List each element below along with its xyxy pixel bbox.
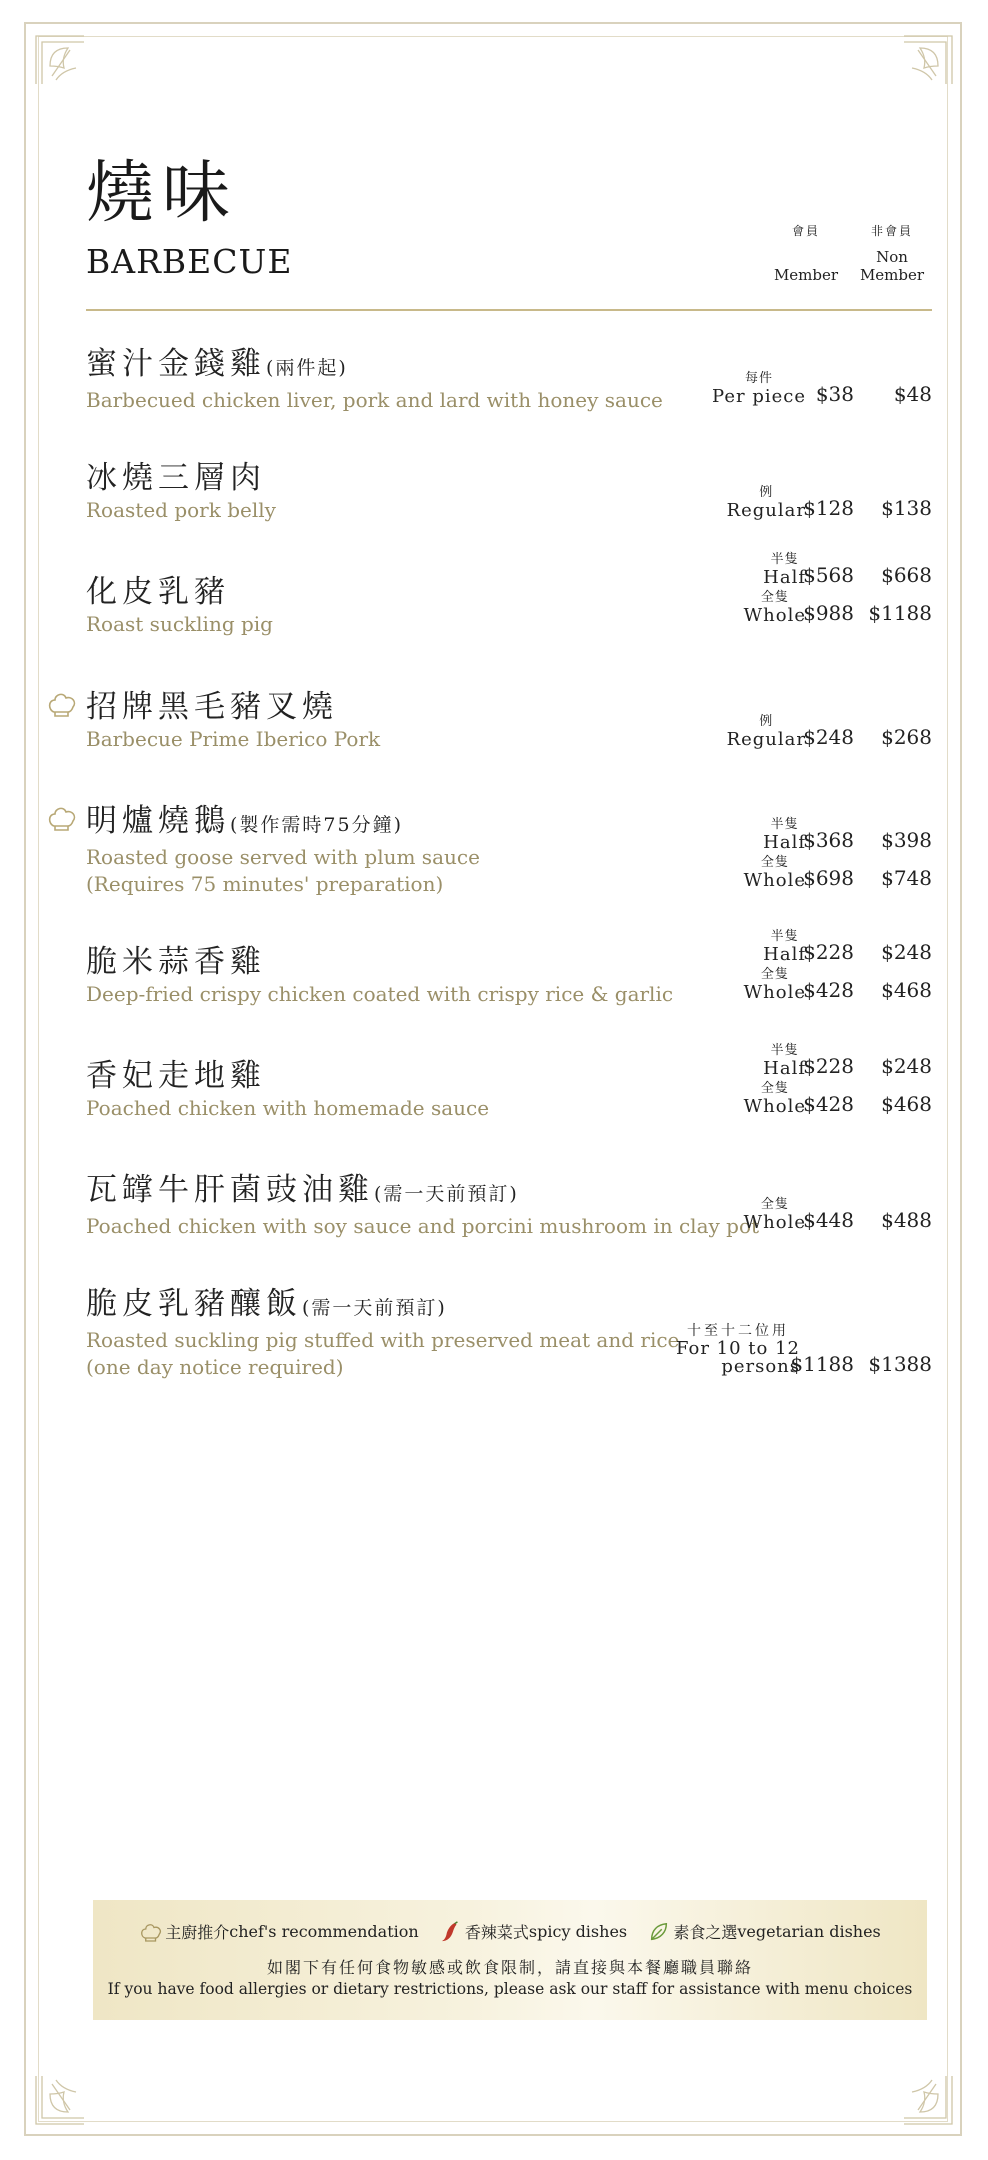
non-member-price: $468	[881, 1092, 932, 1116]
item-name-zh: 冰燒三層肉	[86, 460, 266, 496]
item-name-zh: 蜜汁金錢雞(兩件起)	[86, 346, 348, 382]
item-name-zh: 瓦罉牛肝菌豉油雞(需一天前預訂)	[86, 1172, 519, 1208]
member-price: $38	[815, 382, 854, 406]
allergy-notice-zh: 如閣下有任何食物敏感或飲食限制，請直接與本餐廳職員聯絡	[266, 1958, 753, 1977]
menu-item-roast-suckling-pig	[86, 552, 932, 638]
menu-item-iberico-pork	[86, 688, 932, 753]
price-row	[652, 713, 932, 753]
item-description: Barbecue Prime Iberico Pork	[86, 727, 381, 751]
member-price: $568	[803, 563, 854, 587]
legend-row	[93, 1920, 927, 1943]
price-unit: 半隻 Half	[763, 552, 806, 588]
non-member-price: $138	[881, 496, 932, 520]
member-price: $428	[803, 1092, 854, 1116]
corner-ornament-icon	[26, 24, 96, 94]
corner-ornament-icon	[892, 24, 962, 94]
price-unit: 半隻 Half	[763, 1043, 806, 1079]
member-column-header	[766, 222, 846, 284]
non-member-price: $488	[881, 1208, 932, 1232]
legend-spicy-en: spicy dishes	[528, 1922, 628, 1941]
price-unit: 全隻 Whole	[743, 967, 806, 1003]
menu-item-honey-chicken-liver	[86, 345, 932, 414]
price-row-whole	[652, 1080, 932, 1120]
non-member-price: $668	[881, 563, 932, 587]
member-price: $698	[803, 866, 854, 890]
menu-header	[86, 154, 932, 310]
nonmember-column-header	[852, 222, 932, 284]
item-note-zh: (需一天前預訂)	[374, 1183, 519, 1205]
price-unit: 半隻 Half	[763, 929, 806, 965]
menu-item-poached-chicken	[86, 1043, 932, 1122]
menu-item-crispy-garlic-chicken	[86, 929, 932, 1008]
non-member-price: $1388	[868, 1352, 932, 1376]
price-unit: 全隻 Whole	[743, 590, 806, 626]
item-description: Roasted goose served with plum sauce	[86, 845, 480, 869]
menu-item-clay-pot-soy-chicken	[86, 1171, 932, 1240]
item-description: Deep-fried crispy chicken coated with crispy rice & garlic	[86, 982, 674, 1006]
nonmember-label-en-2: Member	[859, 266, 925, 284]
member-price: $448	[803, 1208, 854, 1232]
menu-footer-legend	[93, 1900, 927, 2020]
corner-ornament-icon	[892, 2066, 962, 2136]
item-description: Roasted suckling pig stuffed with preserved meat and rice	[86, 1328, 680, 1352]
price-unit: 例 Regular	[726, 714, 806, 750]
non-member-price: $248	[881, 940, 932, 964]
item-name-zh: 脆皮乳豬釀飯(需一天前預訂)	[86, 1286, 447, 1322]
menu-item-roasted-goose	[86, 802, 932, 898]
member-price: $228	[803, 1054, 854, 1078]
price-row	[612, 1320, 932, 1380]
legend-chef-en: chef's recommendation	[229, 1922, 419, 1941]
item-description-note: (Requires 75 minutes' preparation)	[86, 872, 444, 896]
item-note-zh: (兩件起)	[266, 357, 348, 379]
legend-spicy-zh: 香辣菜式	[464, 1923, 529, 1942]
non-member-price: $1188	[868, 601, 932, 625]
item-description: Poached chicken with soy sauce and porcini mushroom in clay pot	[86, 1214, 760, 1238]
price-unit: 全隻 Whole	[743, 1081, 806, 1117]
menu-item-roasted-pork-belly	[86, 459, 932, 524]
legend-veg-zh: 素食之選	[673, 1923, 738, 1942]
price-unit: 十至十二位用 For 10 to 12 persons	[676, 1323, 800, 1377]
price-row-half	[652, 551, 932, 591]
menu-item-suckling-pig-rice	[86, 1285, 932, 1381]
price-unit: 半隻 Half	[763, 817, 806, 853]
non-member-price: $268	[881, 725, 932, 749]
chef-hat-icon	[46, 804, 78, 832]
price-row-whole	[652, 854, 932, 894]
price-unit: 全隻 Whole	[743, 1197, 806, 1233]
legend-chef-zh: 主廚推介	[165, 1923, 230, 1942]
non-member-price: $468	[881, 978, 932, 1002]
price-row-half	[652, 1042, 932, 1082]
item-description: Poached chicken with homemade sauce	[86, 1096, 490, 1120]
page-title-en: BARBECUE	[86, 242, 293, 281]
item-name-zh: 化皮乳豬	[86, 574, 230, 610]
chef-hat-icon	[46, 690, 78, 718]
item-name-zh: 脆米蒜香雞	[86, 944, 266, 980]
price-row	[652, 484, 932, 524]
member-price: $1188	[790, 1352, 854, 1376]
price-row-half	[652, 816, 932, 856]
member-price: $368	[803, 828, 854, 852]
item-description: Roasted pork belly	[86, 498, 276, 522]
member-label-zh: 會員	[791, 224, 820, 238]
leaf-icon	[647, 1921, 671, 1943]
page-title-zh: 燒味	[86, 154, 239, 233]
non-member-price: $48	[893, 382, 932, 406]
chili-icon	[439, 1921, 463, 1943]
item-description-note: (one day notice required)	[86, 1355, 344, 1379]
price-row-whole	[652, 966, 932, 1006]
non-member-price: $398	[881, 828, 932, 852]
price-unit: 全隻 Whole	[743, 855, 806, 891]
price-unit: 每件 Per piece	[712, 371, 806, 407]
item-description: Roast suckling pig	[86, 612, 273, 636]
nonmember-label-en-1: Non	[876, 248, 908, 266]
member-price: $428	[803, 978, 854, 1002]
member-price: $228	[803, 940, 854, 964]
non-member-price: $248	[881, 1054, 932, 1078]
item-note-zh: (需一天前預訂)	[302, 1297, 447, 1319]
member-label-en: Member	[773, 266, 839, 284]
corner-ornament-icon	[26, 2066, 96, 2136]
member-price: $988	[803, 601, 854, 625]
item-name-zh: 招牌黑毛豬叉燒	[86, 689, 338, 725]
chef-hat-icon	[139, 1921, 163, 1943]
non-member-price: $748	[881, 866, 932, 890]
price-row	[652, 370, 932, 410]
member-price: $248	[803, 725, 854, 749]
item-name-zh: 明爐燒鵝(製作需時75分鐘)	[86, 803, 404, 839]
item-description: Barbecued chicken liver, pork and lard with honey sauce	[86, 388, 663, 412]
price-row	[652, 1196, 932, 1236]
item-name-zh: 香妃走地雞	[86, 1058, 266, 1094]
price-row-half	[652, 928, 932, 968]
allergy-notice-en: If you have food allergies or dietary restrictions, please ask our staff for assistance with menu choices	[107, 1980, 913, 1998]
member-price: $128	[803, 496, 854, 520]
item-note-zh: (製作需時75分鐘)	[230, 814, 404, 836]
header-divider	[86, 309, 932, 311]
nonmember-label-zh: 非會員	[870, 224, 913, 238]
price-row-whole	[652, 589, 932, 629]
legend-veg-en: vegetarian dishes	[737, 1922, 881, 1941]
price-unit: 例 Regular	[726, 485, 806, 521]
